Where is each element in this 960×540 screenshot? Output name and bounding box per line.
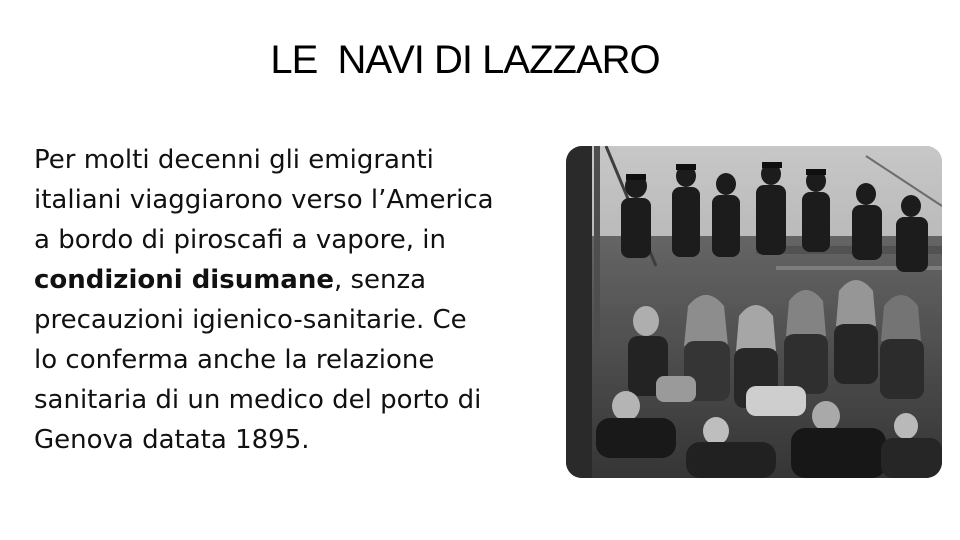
paragraph-line: a bordo di piroscafi a vapore, in: [34, 225, 446, 255]
slide-title: LE NAVI DI LAZZARO: [270, 38, 660, 82]
paragraph-line: Genova datata 1895.: [34, 425, 310, 455]
paragraph-line: Per molti decenni gli emigranti: [34, 145, 434, 175]
paragraph-line: lo conferma anche la relazione: [34, 345, 435, 375]
paragraph-line: sanitaria di un medico del porto di: [34, 385, 482, 415]
body-paragraph: [34, 140, 564, 460]
paragraph-line: [34, 260, 564, 300]
emphasis-text: condizioni disumane: [34, 265, 334, 295]
paragraph-line: precauzioni igienico-sanitarie. Ce: [34, 305, 467, 335]
emigrant-ship-photo: [566, 146, 942, 478]
paragraph-line: italiani viaggiarono verso l’America: [34, 185, 494, 215]
paragraph-text: , senza: [333, 265, 427, 295]
